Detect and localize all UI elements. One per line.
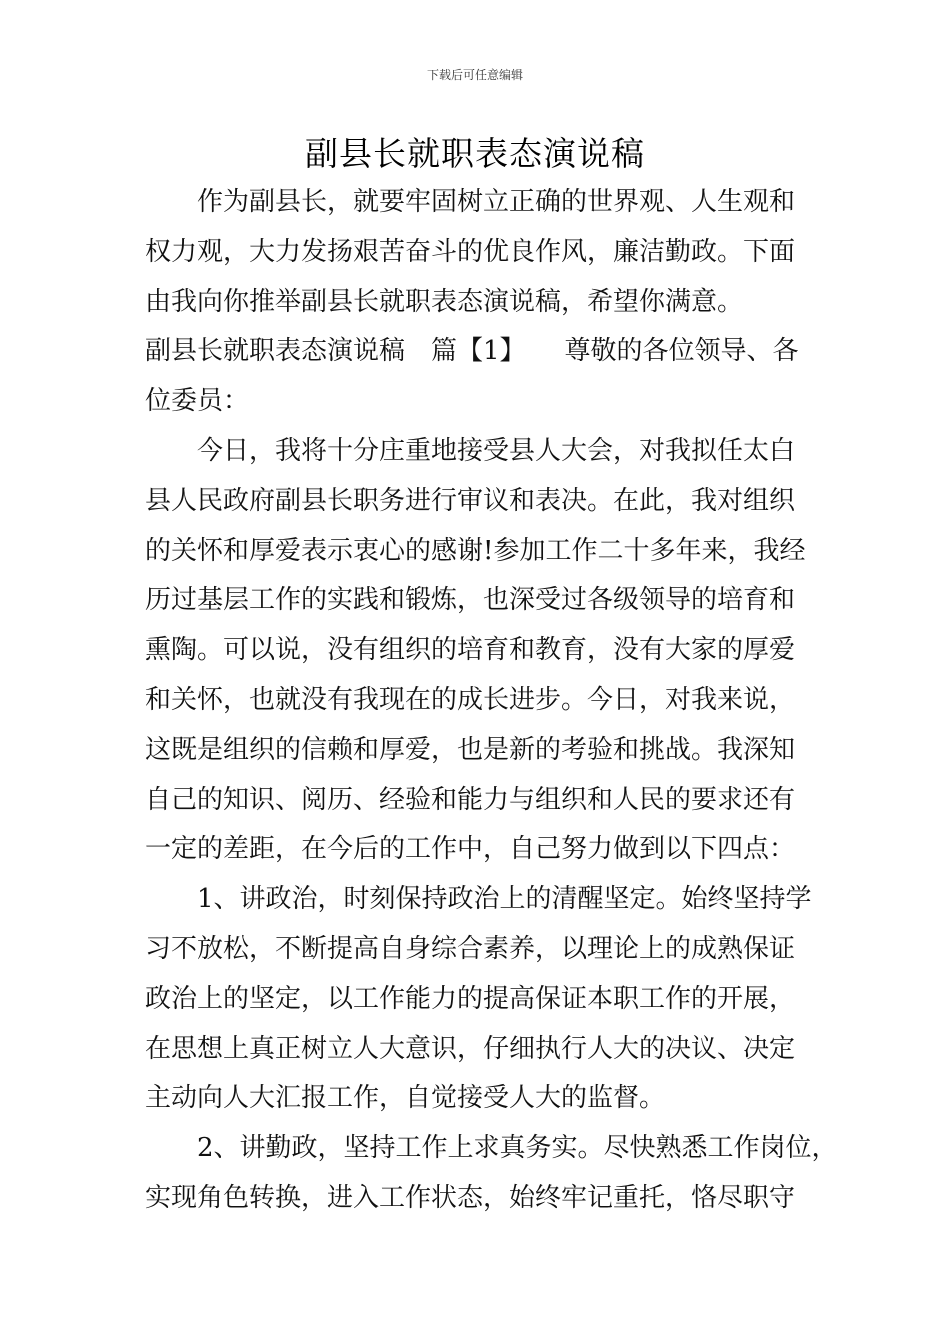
text-line: 自己的知识、阅历、经验和能力与组织和人民的要求还有 [145,784,796,815]
text-line: 政治上的坚定，以工作能力的提高保证本职工作的开展， [145,983,796,1014]
text-line: 这既是组织的信赖和厚爱，也是新的考验和挑战。我深知 [145,734,796,765]
text-line: 的关怀和厚爱表示衷心的感谢!参加工作二十多年来，我经 [145,535,806,566]
text-line: 一定的差距，在今后的工作中，自己努力做到以下四点： [145,834,796,865]
text-line: 由我向你推举副县长就职表态演说稿，希望你满意。 [145,286,744,317]
document-title: 副县长就职表态演说稿 [305,134,645,173]
text-line: 县人民政府副县长职务进行审议和表决。在此，我对组织 [145,485,796,516]
page-header: 下载后可任意编辑 [426,68,523,82]
text-line: 权力观，大力发扬艰苦奋斗的优良作风，廉洁勤政。下面 [145,236,796,267]
text-line: 和关怀，也就没有我现在的成长进步。今日，对我来说， [145,684,796,715]
text-line: 副县长就职表态演说稿 篇【1】 尊敬的各位领导、各 [145,336,799,367]
text-line: 作为副县长，就要牢固树立正确的世界观、人生观和 [197,187,796,217]
document-body [145,178,838,1224]
text-line: 1、讲政治，时刻保持政治上的清醒坚定。始终坚持学 [197,884,812,915]
text-line: 位委员： [145,386,250,417]
text-line: 在思想上真正树立人大意识，仔细执行人大的决议、决定 [145,1033,796,1064]
text-line: 2、讲勤政，坚持工作上求真务实。尽快熟悉工作岗位， [197,1133,838,1164]
text-line: 熏陶。可以说，没有组织的培育和教育，没有大家的厚爱 [145,635,796,666]
text-line: 实现角色转换，进入工作状态，始终牢记重托，恪尽职守 [145,1182,796,1213]
text-line: 今日，我将十分庄重地接受县人大会，对我拟任太白 [197,435,796,466]
text-line: 主动向人大汇报工作，自觉接受人大的监督。 [145,1083,666,1114]
text-line: 历过基层工作的实践和锻炼，也深受过各级领导的培育和 [145,585,796,616]
text-line: 习不放松，不断提高自身综合素养，以理论上的成熟保证 [145,933,796,964]
